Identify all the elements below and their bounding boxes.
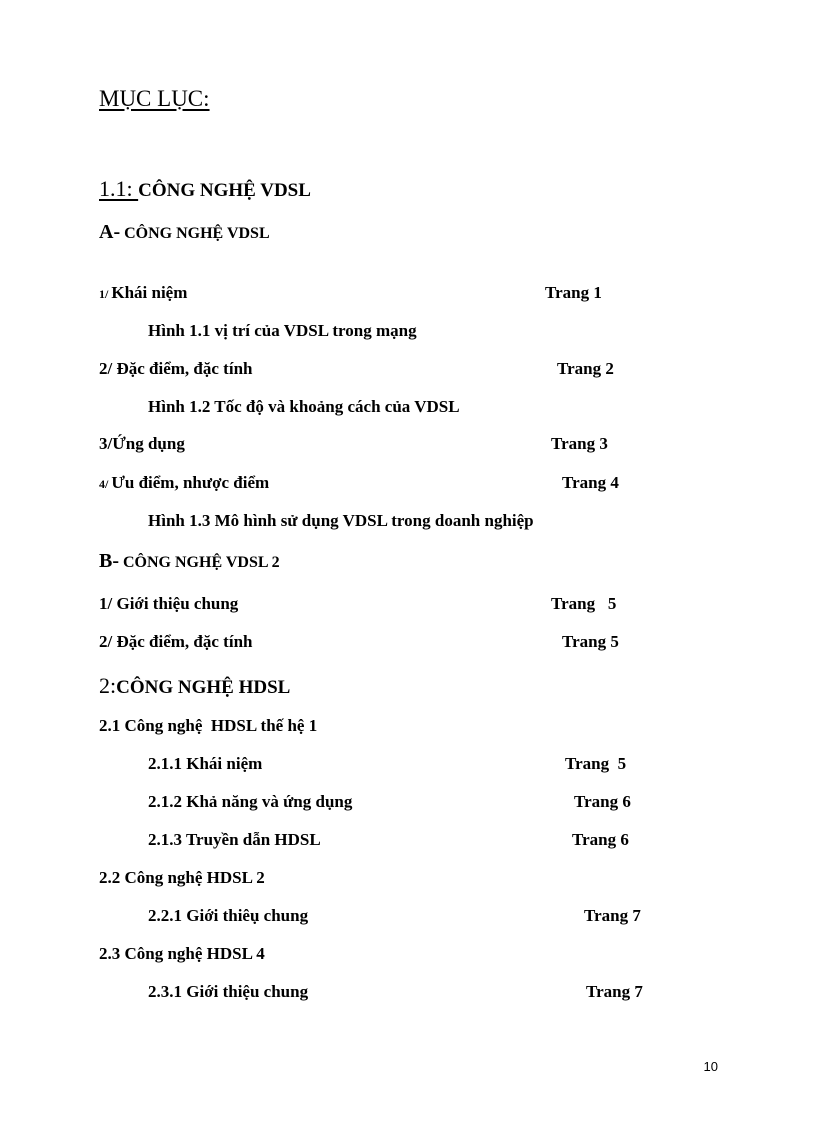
entry-page: Trang 5 — [565, 754, 627, 773]
figure-caption-1-2[interactable]: Hình 1.2 Tốc độ và khoảng cách của VDSL — [148, 397, 460, 416]
part-a-letter: A- — [99, 221, 121, 243]
section-1-title: CÔNG NGHỆ VDSL — [138, 180, 311, 201]
figure-caption-1-1[interactable]: Hình 1.1 vị trí của VDSL trong mạng — [148, 321, 417, 340]
toc-entry-ung-dung[interactable]: 3/Ứng dụng — [99, 434, 185, 453]
entry-page: Trang 6 — [574, 792, 631, 811]
section-2-heading — [99, 673, 290, 699]
toc-entry-gioi-thieu[interactable]: 1/ Giới thiệu chung — [99, 594, 239, 613]
section-1-heading — [99, 176, 311, 202]
entry-page: Trang 7 — [586, 982, 643, 1001]
toc-title: MỤC LỤC: — [99, 86, 210, 111]
hdsl-gen4-heading[interactable]: 2.3 Công nghệ HDSL 4 — [99, 944, 265, 963]
hdsl-gen1-heading[interactable]: 2.1 Công nghệ HDSL thế hệ 1 — [99, 716, 318, 735]
toc-entry-2-1-1[interactable]: 2.1.1 Khái niệm — [148, 754, 263, 773]
toc-entry-dac-diem[interactable]: 2/ Đặc điểm, đặc tính — [99, 359, 253, 378]
entry-page: Trang 3 — [551, 434, 608, 453]
entry-page: Trang 4 — [562, 473, 619, 492]
figure-caption-1-3[interactable]: Hình 1.3 Mô hình sử dụng VDSL trong doanh nghiệp — [148, 511, 534, 530]
page-number: 10 — [703, 1059, 718, 1074]
toc-entry-dac-diem-2[interactable]: 2/ Đặc điểm, đặc tính — [99, 632, 253, 651]
entry-page: Trang 5 — [551, 594, 617, 613]
entry-number: 4/ — [99, 477, 112, 491]
toc-entry-khai-niem[interactable] — [99, 283, 187, 303]
entry-page: Trang 6 — [572, 830, 629, 849]
entry-label: Khái niệm — [111, 283, 188, 302]
toc-entry-uu-diem[interactable] — [99, 473, 269, 493]
toc-entry-2-2-1[interactable]: 2.2.1 Giới thiêụ chung — [148, 906, 309, 925]
hdsl-gen2-heading[interactable]: 2.2 Công nghệ HDSL 2 — [99, 868, 265, 887]
entry-page: Trang 7 — [584, 906, 641, 925]
part-b-title: CÔNG NGHỆ VDSL 2 — [119, 554, 280, 571]
section-1-number: 1.1: — [99, 176, 139, 201]
entry-page: Trang 2 — [557, 359, 614, 378]
part-b-letter: B- — [99, 550, 119, 572]
entry-page: Trang 5 — [562, 632, 619, 651]
part-a-heading — [99, 221, 270, 244]
toc-entry-2-3-1[interactable]: 2.3.1 Giới thiệu chung — [148, 982, 309, 1001]
toc-entry-2-1-3[interactable]: 2.1.3 Truyền dẫn HDSL — [148, 830, 321, 849]
section-2-number: 2: — [99, 673, 117, 698]
entry-page: Trang 1 — [545, 283, 602, 302]
entry-number: 1/ — [99, 287, 112, 301]
part-a-title: CÔNG NGHỆ VDSL — [120, 225, 270, 242]
toc-entry-2-1-2[interactable]: 2.1.2 Khả năng và ứng dụng — [148, 792, 353, 811]
section-2-title: CÔNG NGHỆ HDSL — [116, 677, 291, 698]
part-b-heading — [99, 550, 280, 573]
entry-label: Ưu điểm, nhược điểm — [111, 473, 270, 492]
